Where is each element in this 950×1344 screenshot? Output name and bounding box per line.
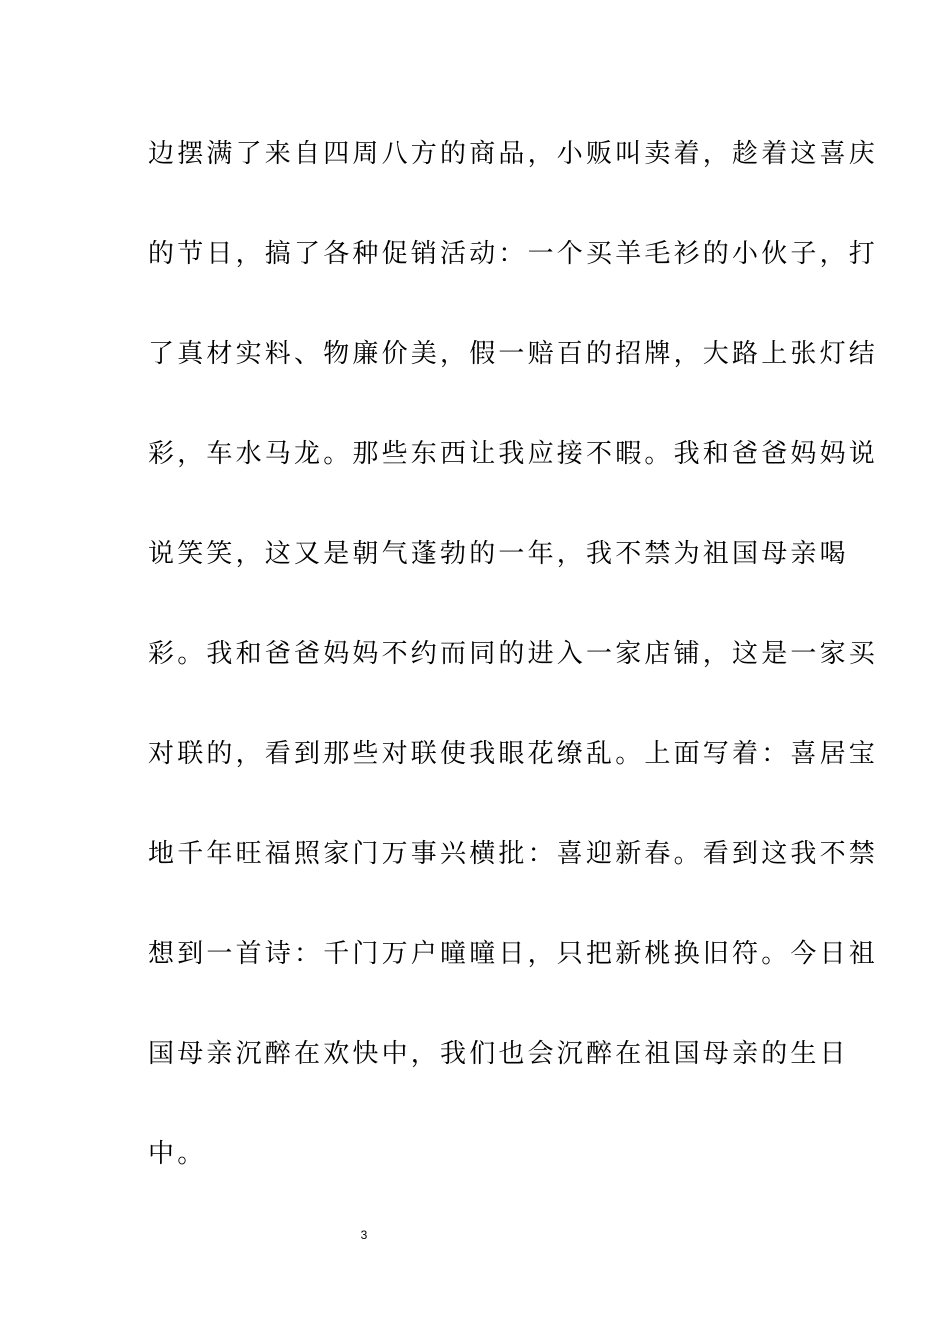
text-line: 了真材实料、物廉价美，假一赔百的招牌，大路上张灯结 <box>148 339 879 369</box>
text-line: 中。 <box>148 1139 207 1169</box>
text-line: 想到一首诗：千门万户曈曈日，只把新桃换旧符。今日祖 <box>148 939 879 969</box>
text-line: 彩。我和爸爸妈妈不约而同的进入一家店铺，这是一家买 <box>148 639 879 669</box>
text-line: 国母亲沉醉在欢快中，我们也会沉醉在祖国母亲的生日 <box>148 1039 849 1069</box>
body-text <box>148 126 879 1226</box>
page-number: 3 <box>360 1228 368 1242</box>
text-line: 边摆满了来自四周八方的商品，小贩叫卖着，趁着这喜庆 <box>148 139 879 169</box>
text-line: 对联的，看到那些对联使我眼花缭乱。上面写着：喜居宝 <box>148 739 879 769</box>
text-line: 彩，车水马龙。那些东西让我应接不暇。我和爸爸妈妈说 <box>148 439 879 469</box>
text-line: 地千年旺福照家门万事兴横批：喜迎新春。看到这我不禁 <box>148 839 879 869</box>
text-line: 的节日，搞了各种促销活动：一个买羊毛衫的小伙子，打 <box>148 239 879 269</box>
text-line: 说笑笑，这又是朝气蓬勃的一年，我不禁为祖国母亲喝 <box>148 539 849 569</box>
